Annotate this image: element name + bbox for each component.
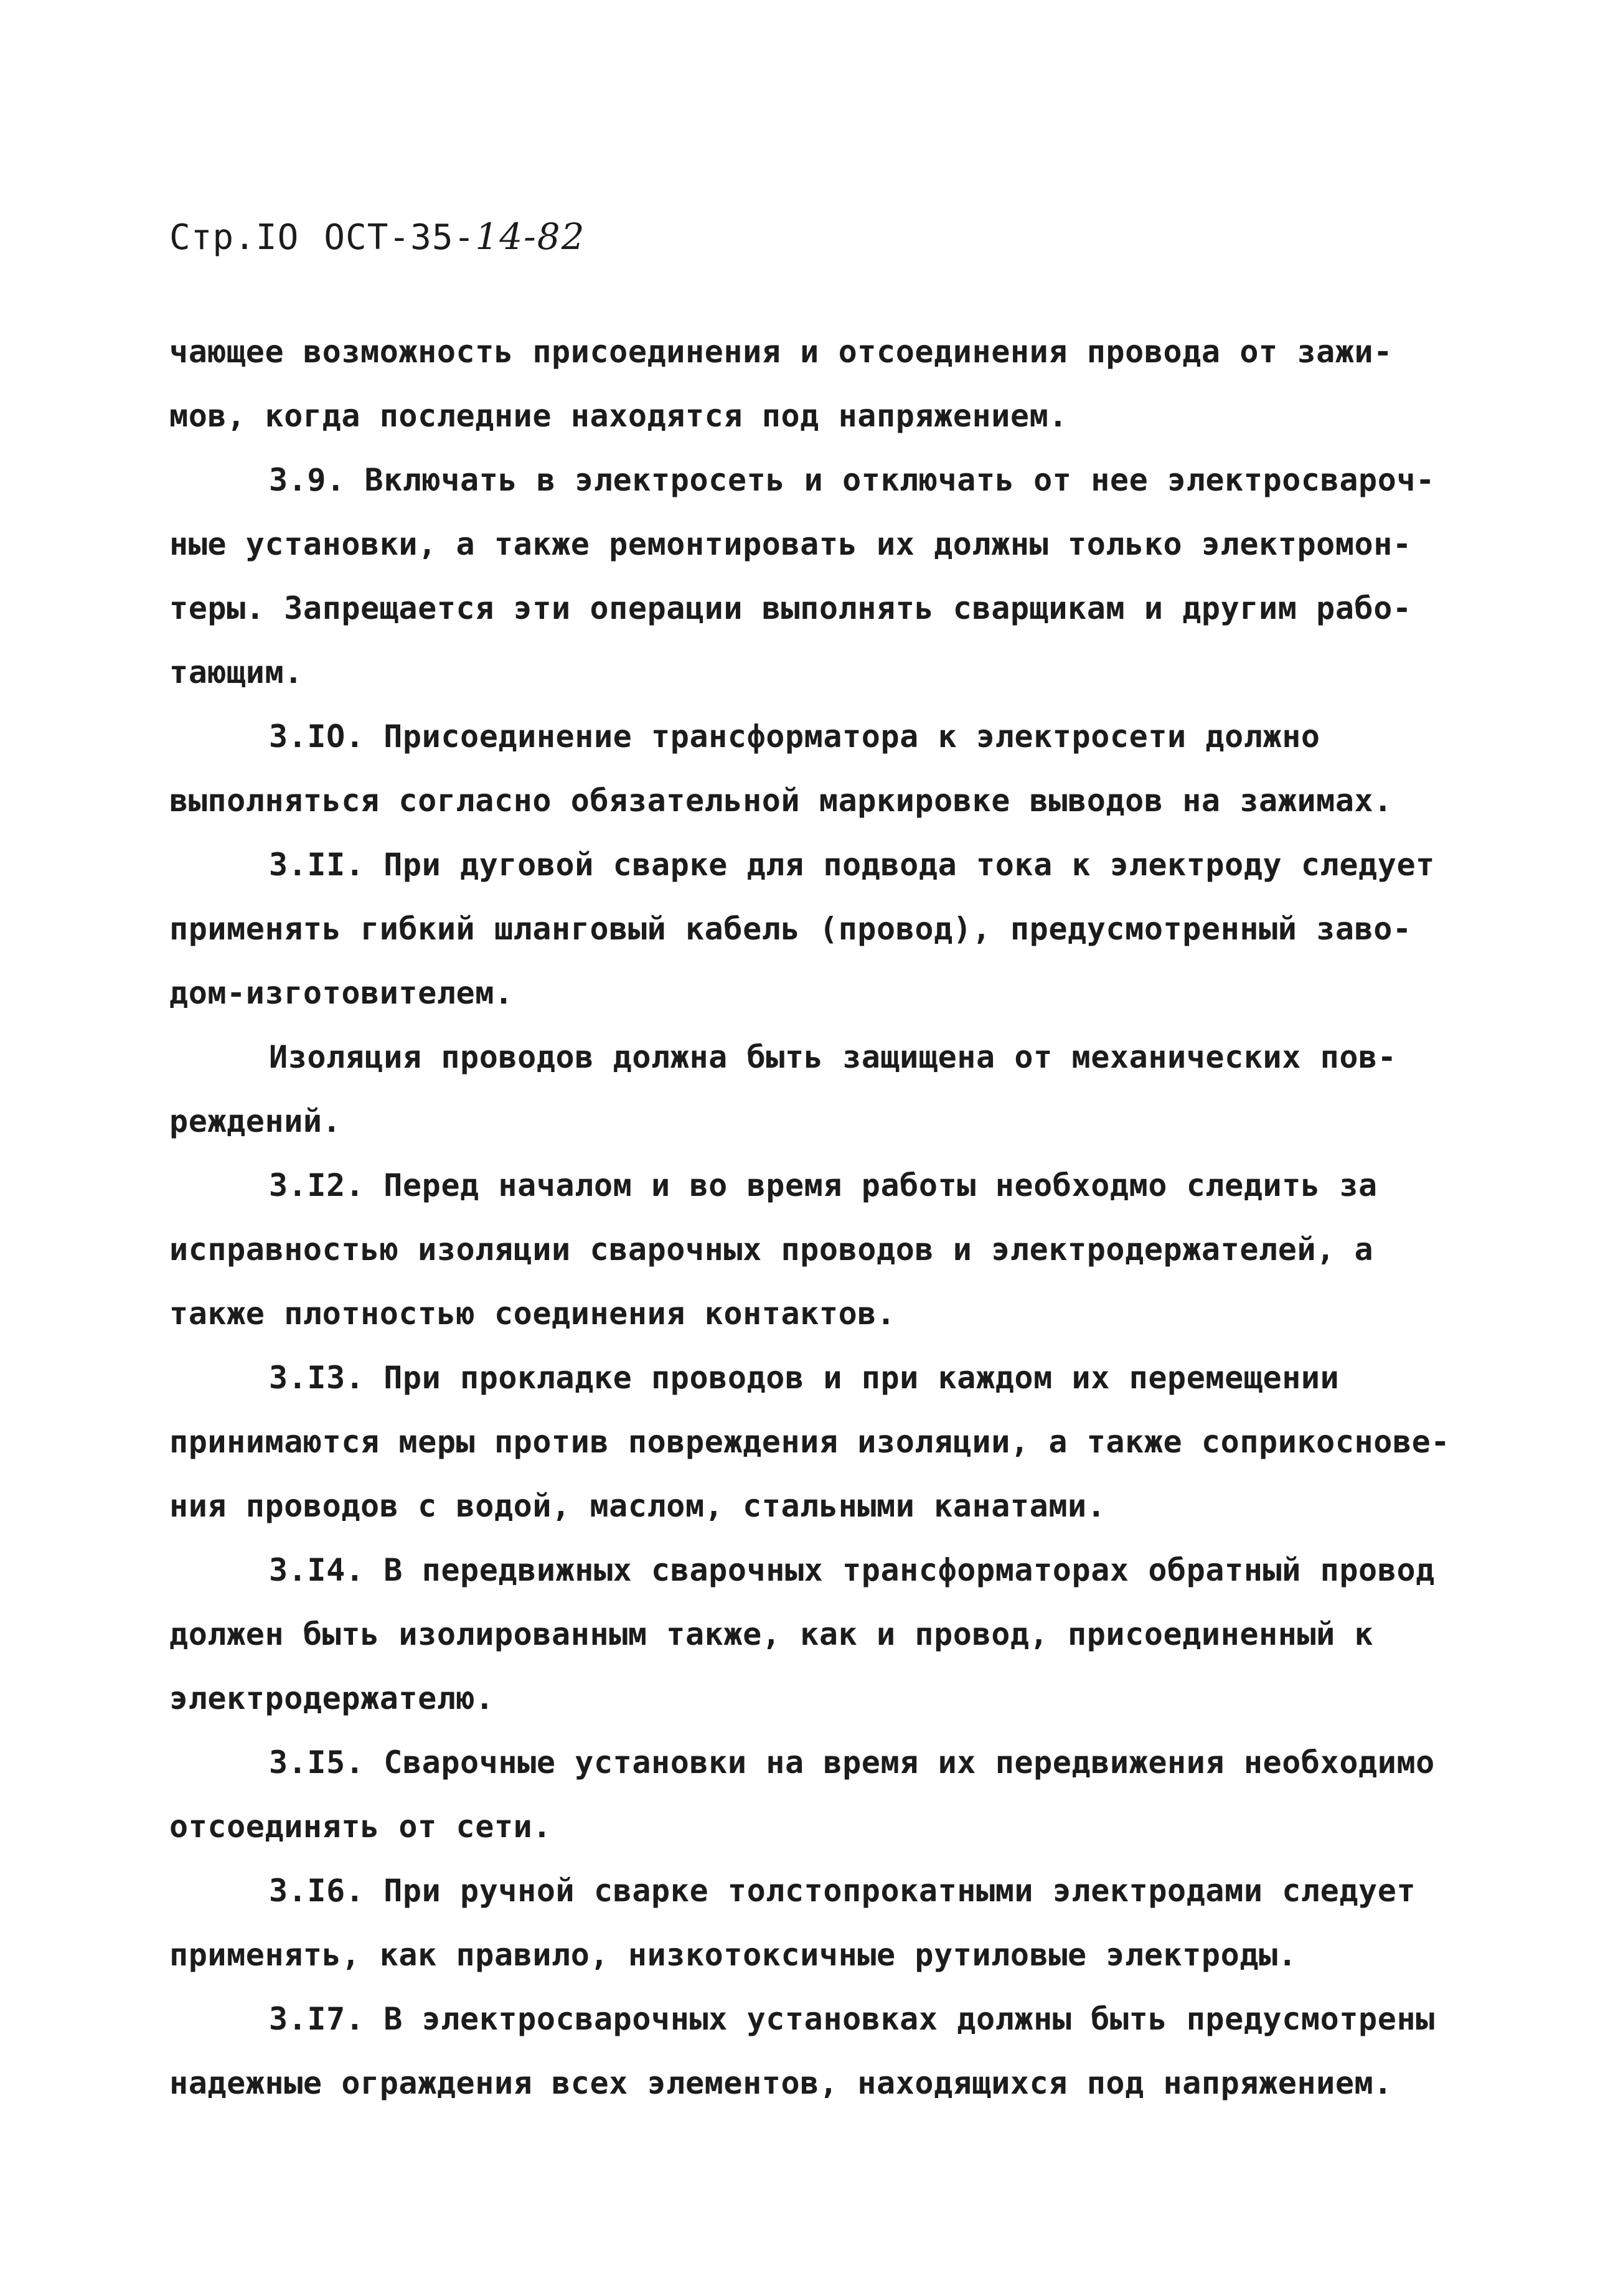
text-line: ные установки, а также ремонтировать их должны только электромон- — [169, 526, 1412, 562]
body-text — [169, 320, 1508, 2115]
text-line: ния проводов с водой, маслом, стальными канатами. — [169, 1488, 1106, 1524]
text-line: 3.I7. В электросварочных установках должны быть предусмотрены — [269, 2001, 1435, 2037]
text-line: также плотностью соединения контактов. — [169, 1296, 896, 1332]
document-code — [324, 212, 585, 263]
text-line: 3.I2. Перед началом и во время работы необходмо следить за — [269, 1167, 1378, 1203]
text-line: чающее возможность присоединения и отсоединения провода от зажи- — [169, 334, 1393, 370]
text-line: выполняться согласно обязательной маркировке выводов на зажимах. — [169, 783, 1393, 819]
text-line: электродержателю. — [169, 1680, 494, 1716]
text-line: 3.I4. В передвижных сварочных трансформаторах обратный провод — [269, 1552, 1435, 1588]
text-line: надежные ограждения всех элементов, находящихся под напряжением. — [169, 2065, 1393, 2101]
document-code-typed: ОСТ-35- — [324, 217, 476, 258]
text-line: мов, когда последние находятся под напряжением. — [169, 398, 1068, 434]
text-line: должен быть изолированным также, как и провод, присоединенный к — [169, 1616, 1374, 1652]
text-line: реждений. — [169, 1103, 342, 1139]
text-line: применять, как правило, низкотоксичные рутиловые электроды. — [169, 1937, 1297, 1973]
text-line: дом-изготовителем. — [169, 975, 514, 1011]
page-number: Стр.IO — [169, 217, 299, 258]
text-line: 3.I5. Сварочные установки на время их передвижения необходимо — [269, 1744, 1435, 1781]
document-code-handwritten: 14-82 — [475, 215, 586, 258]
text-line: 3.IO. Присоединение трансформатора к электросети должно — [269, 718, 1320, 755]
text-line: Изоляция проводов должна быть защищена от механических пов- — [269, 1039, 1397, 1075]
text-line: принимаются меры против повреждения изоляции, а также соприкоснове- — [169, 1424, 1451, 1460]
text-line: 3.9. Включать в электросеть и отключать от нее электросвароч- — [269, 462, 1435, 498]
text-line: 3.II. При дуговой сварке для подвода тока к электроду следует — [269, 847, 1435, 883]
text-line: исправностью изоляции сварочных проводов и электродержателей, а — [169, 1231, 1374, 1268]
page-header — [169, 212, 586, 261]
text-line: 3.I3. При прокладке проводов и при каждом их перемещении — [269, 1360, 1340, 1396]
text-line: теры. Запрещается эти операции выполнять сварщикам и другим рабо- — [169, 590, 1412, 626]
text-line: 3.I6. При ручной сварке толстопрокатными электродами следует — [269, 1873, 1416, 1909]
text-line: отсоединять от сети. — [169, 1809, 552, 1845]
text-line: тающим. — [169, 654, 303, 690]
text-line: применять гибкий шланговый кабель (провод), предусмотренный заво- — [169, 911, 1412, 947]
